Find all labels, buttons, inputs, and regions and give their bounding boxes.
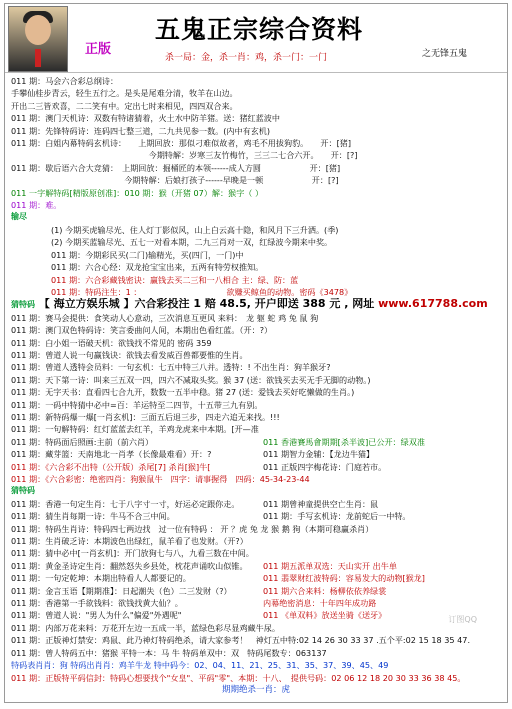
kill-subtitle: 杀一局：金，杀一肖：鸡，杀一门：一门 — [165, 53, 328, 63]
two-col-row — [11, 436, 501, 448]
right-cell: 011 翡翠财红波特码：容易发大的动物[猴龙] — [263, 573, 425, 584]
two-column-lines-2 — [11, 498, 501, 659]
left-cell: 011 期：香港第一手欲钱料：欲钱找黄大仙？。 — [11, 598, 183, 609]
left-cell: 011 期：特码面后照画:主前（前六肖） — [11, 436, 154, 447]
text-line: 011 期：天下第一诗：叫来三五双一四，四六不减取头奖。猴 37 (送：欲钱买去买无手无脚的动物。) — [11, 374, 371, 385]
right-cell: 011 期：手写玄机诗：龙前蛇后一中特。 — [263, 511, 411, 522]
two-col-row — [11, 609, 501, 621]
left-cell: 011 期：金言玉语【期期准】：日起潮失（色）二三发财（?） — [11, 585, 232, 596]
mid-lines — [11, 312, 501, 436]
two-col-row — [11, 585, 501, 597]
left-cell: 011 期：正版神灯禁安：鸡鼠、此乃神灯特码绝杀，请大家参考！ 神灯五中特:02 14 26 30 33 37 .五个平:02 15 18 35 47. — [11, 635, 471, 646]
text-line: (2) 今期买蓝输尽光、五七一对看本期，二九三肖对一双，红绿波今期来中奖。 — [51, 237, 333, 248]
two-col-row — [11, 448, 501, 460]
ad-url[interactable]: www.617788.com — [378, 298, 488, 311]
left-cell: 011 期：生肖破乏诗：本期波色出绿红，鼠羊看了也发财。（开?） — [11, 536, 248, 547]
text-line: 011 期：一码中特猜中必中=百：羊运特至二四节，十五带三九有别。 — [11, 399, 263, 410]
right-cell: 011 期六合来料：杨柳依依养绿裳 — [263, 585, 387, 596]
right-cell: 011 期曾神童提供空亡生肖：鼠 — [263, 498, 379, 509]
two-column-lines — [11, 436, 501, 486]
text-line: 011 期：澳门天机诗：双数有特诸猜着，火土水中防羊猪。送：猪红蓝波中 — [11, 113, 280, 124]
text-line: 011 期：今期彩民买(二门)输精光，买(四门，一门)中 — [51, 249, 244, 260]
two-col-row — [11, 647, 501, 659]
two-col-row — [11, 547, 501, 559]
left-cell: 011 期：猜中必中[一肖玄机]：开门放狗七与八，九看三数在中间。 — [11, 548, 254, 559]
document-page — [4, 3, 508, 703]
header — [5, 4, 507, 73]
text-line: 011 期：新特码爆一爆[一肖玄机]：三面五后退三步，四走六追无来找。!!! — [11, 411, 280, 422]
text-line: 011 期：曾道人说一句赢钱诀：欲钱去看发威百兽都要惟的生肖。 — [11, 349, 248, 360]
portrait-photo — [8, 6, 68, 72]
guess-label: 猜特码 — [11, 486, 35, 496]
right-cell: 011 正版四字梅花诗：门庭若市。 — [263, 461, 387, 472]
two-col-row — [11, 523, 501, 535]
left-cell: 011 期：内部万花来料：万花开左边一五成一半，蓝绿色彩尽显鸡藏牛尿。 — [11, 622, 280, 633]
text-line: 011 一字解特码[精版原创准]：010 期：猴（开猪 07）解：猴字（ ） — [11, 187, 264, 198]
two-col-row — [11, 634, 501, 646]
guaju-label: 输尽 — [11, 212, 27, 222]
text-line: 011 期：赛马会提供：食笑动人心意动，三次消息互更风 来料： 龙 躯 蛇 鸡 兔 鼠 狗 — [11, 312, 319, 323]
stamp-watermark: 订图QQ — [448, 615, 477, 624]
brand-text: 之无锋五鬼 — [421, 49, 467, 59]
two-col-row — [11, 622, 501, 634]
left-cell: 011 期：《六合彩不出特（公开版）杀尾[7] 杀肖[猴]牛[ — [11, 461, 211, 472]
two-col-row — [11, 560, 501, 572]
text-line: 开出二三皆欢喜，二二笑有中。定出七时来相见，四四双合来。 — [11, 100, 238, 111]
text-line: 011 期：一句解特码：红灯蓝蓝去红羊，羊鸡龙虎来中本期。[开—准 — [11, 424, 259, 435]
right-cell: 011 期智力金辅：【龙边牛猫】 — [263, 449, 375, 460]
two-col-row — [11, 535, 501, 547]
right-cell: 011 《单双料》放送坐骑《送牙》 — [263, 610, 387, 621]
ad-text: 【 海立方娱乐城 】六合彩投注 1 赔 48.5, 开户即送 388 元 , 网址 — [38, 298, 379, 311]
two-col-row — [11, 473, 501, 485]
left-cell: 011 期：曾道人说："男人为什么"偏爱"外遇呢" — [11, 610, 182, 621]
text-line: 011 期：歇后语六合大竞猜： 上期回放：掘桶匠的本领------成人方圆 开：[猪] — [11, 162, 341, 173]
text-line: 011 期：六合彩藏钱密诀：赢钱去买二三和一八相合 主：绿、防：蓝 — [51, 274, 299, 285]
text-line: 011 期：六合心经：双龙抢宝宝出来，五两有特劳权推知。 — [51, 262, 264, 273]
left-cell: 011 期：曾人特码五中：猪猴 平特一本：马 牛 特码单双中：双 特码尾数专：063137 — [11, 647, 327, 658]
right-cell: 011 期五派单双选：天山实开 出牛单 — [263, 560, 397, 571]
text-line: 011 期：马会六合彩总纲诗： — [11, 76, 119, 86]
text-line: 011 期：曾道人透特会员料：一句玄机：七五中特三八并。透特：! 不出生肖：狗羊猴牙? — [11, 362, 331, 373]
text-line: 今期特解：岁寒三友竹梅竹，三三二七合六开。 开：[?] — [11, 150, 358, 161]
two-col-row — [11, 461, 501, 473]
guaju-lines — [11, 224, 501, 298]
two-col-row — [11, 498, 501, 510]
portrait-tie — [35, 49, 41, 67]
left-cell: 011 期：特码生肖诗：特码四七两边找 过一位有特码 ： 开 ？虎 兔 龙 猴 鹅 狗（本期可稳赢杀肖） — [11, 523, 374, 534]
right-cell: 011 香港賽馬會期期[杀半波]已公开：绿双准 — [263, 436, 425, 447]
text-line: 今期特解：后娘打孩子------早晚是一顿 开：[?] — [11, 175, 339, 186]
specials-line: 特码表肖肖：狗 特码出肖肖：鸡羊牛龙 特中码今：02、04、11、21、25、31、35、37、39、45、49 — [11, 660, 389, 671]
ad-banner[interactable] — [11, 298, 501, 311]
text-line: (1) 今期买虎输尽光、住人灯丁影似风，山上白云高十隐，和风月下三升洒。(季) — [51, 224, 339, 235]
edition-label: 正版 — [85, 42, 112, 57]
text-line: 手攀仙桂步青云，轻生五行之。是头是尾难分清，牧羊在山边。 — [11, 88, 238, 99]
right-cell: 内幕绝密消息：十年四年成功路 — [263, 598, 377, 609]
footer-text: 期期绝杀一肖：虎 — [221, 684, 290, 695]
portrait-face — [25, 15, 51, 45]
text-line: 011 期：无字天书：直看四七合九开，数数一五半中稳。猪 27 (送：爱钱去买好吃懒做的生肖。) — [11, 387, 355, 398]
page-title: 五鬼正宗综合资料 — [155, 15, 364, 44]
left-cell: 011 期：猜生肖每期一诗：牛马不合三中间。 — [11, 511, 175, 522]
ad-label: 猜特码 — [11, 300, 35, 310]
text-line: 011 期：澳门双色特码诗：笑言委曲问人间，本期出色看红蓝。（开：?） — [11, 325, 273, 336]
two-col-row — [11, 572, 501, 584]
left-cell: 011 期：藏芽篮：天南地北一肖孝（长像最难看）开：? — [11, 449, 212, 460]
text-line: 011 期：特码注生：1 ： 欲赚买鲸鱼的动物。密码《3478》 — [51, 286, 353, 297]
left-cell: 011 期：《六合彩密：绝密四肖：狗猴鼠牛 四字：请事握得 四码：45-34-23-44 — [11, 474, 310, 484]
two-col-row — [11, 597, 501, 609]
text-line: 011 期：白小姐一语破天机：欲钱找不常见的 密码 359 — [11, 337, 212, 348]
text-line: 011 期：白姐内幕特码玄机诗： 上期回放：那似刁难似故者，鸡毛不用拔狗豹。 开：[猪] — [11, 138, 351, 149]
text-line: 011 期：难。 — [11, 200, 62, 211]
left-cell: 011 期：一句定乾坤：本期出特看人人都要记的。 — [11, 573, 191, 584]
text-line: 011 期：先锋特码诗：连码四七整三道，二九共见参一数。(内中有玄机) — [11, 125, 271, 136]
content — [5, 73, 507, 696]
left-cell: 011 期：黄金圣诗定生肖：翻然怒失乡县处，枕花声诵吹山似锥。 — [11, 560, 248, 571]
left-cell: 011 期：香港一句定生肖：七于八字寸一寸，好运必定跟你走。 — [11, 498, 240, 509]
intro-lines — [11, 75, 501, 211]
last-line: 011 期：正版特平码信封：特码心想要找个"女皇"、平码"零"、本期：十八、 提供号码：02 06 12 18 20 30 33 36 38 45。 — [11, 672, 466, 683]
two-col-row — [11, 510, 501, 522]
